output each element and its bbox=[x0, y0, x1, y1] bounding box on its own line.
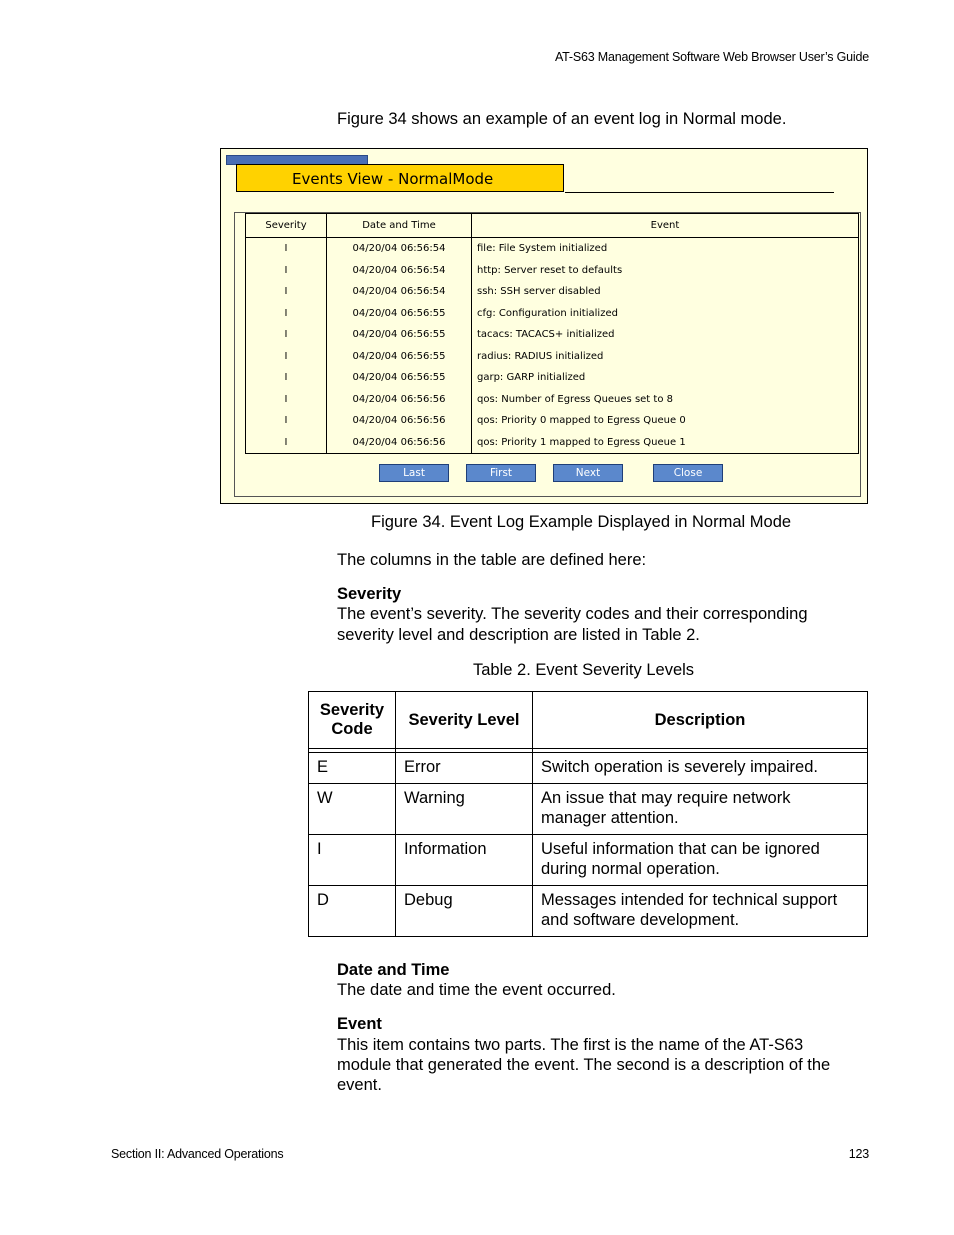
events-table bbox=[245, 213, 859, 454]
severity-description-cell bbox=[533, 835, 868, 886]
col-event: Event bbox=[472, 214, 859, 238]
event-cell-event: ssh: SSH server disabled bbox=[472, 281, 859, 303]
event-text-1: This item contains two parts. The first is the name of the AT-S63 bbox=[337, 1036, 804, 1054]
severity-row bbox=[309, 784, 868, 835]
event-cell-severity: I bbox=[246, 367, 327, 389]
event-cell-severity: I bbox=[246, 238, 327, 260]
severity-text-2: severity level and description are listed in Table 2. bbox=[337, 626, 700, 644]
event-row bbox=[246, 281, 859, 303]
last-button[interactable]: Last bbox=[379, 464, 449, 482]
event-cell-severity: I bbox=[246, 281, 327, 303]
footer-section: Section II: Advanced Operations bbox=[111, 1147, 284, 1161]
event-cell-datetime: 04/20/04 06:56:55 bbox=[327, 324, 472, 346]
event-cell-datetime: 04/20/04 06:56:55 bbox=[327, 303, 472, 325]
event-cell-event: qos: Number of Egress Queues set to 8 bbox=[472, 389, 859, 411]
page-number: 123 bbox=[848, 1147, 869, 1161]
th-description: Description bbox=[533, 692, 868, 749]
running-header: AT-S63 Management Software Web Browser User’s Guide bbox=[554, 50, 869, 64]
event-cell-event: radius: RADIUS initialized bbox=[472, 346, 859, 368]
event-cell-event: tacacs: TACACS+ initialized bbox=[472, 324, 859, 346]
next-button[interactable]: Next bbox=[553, 464, 623, 482]
event-cell-datetime: 04/20/04 06:56:54 bbox=[327, 281, 472, 303]
event-cell-datetime: 04/20/04 06:56:56 bbox=[327, 389, 472, 411]
event-cell-severity: I bbox=[246, 346, 327, 368]
severity-row bbox=[309, 886, 868, 937]
event-cell-event: qos: Priority 0 mapped to Egress Queue 0 bbox=[472, 410, 859, 432]
th-code-line1: Severity bbox=[319, 701, 385, 719]
event-row bbox=[246, 367, 859, 389]
severity-row bbox=[309, 753, 868, 784]
th-severity-code bbox=[309, 692, 396, 749]
event-cell-datetime: 04/20/04 06:56:54 bbox=[327, 260, 472, 282]
description-line: manager attention. bbox=[541, 809, 679, 827]
severity-level-cell: Error bbox=[396, 753, 533, 784]
severity-description-cell bbox=[533, 886, 868, 937]
severity-text-1: The event’s severity. The severity codes and their corresponding bbox=[337, 605, 808, 623]
event-cell-severity: I bbox=[246, 432, 327, 454]
event-cell-severity: I bbox=[246, 260, 327, 282]
severity-code-cell: D bbox=[309, 886, 396, 937]
severity-description-cell bbox=[533, 753, 868, 784]
figure-caption: Figure 34. Event Log Example Displayed in Normal Mode bbox=[371, 513, 792, 531]
events-view-title: Events View - NormalMode bbox=[236, 164, 564, 192]
event-cell-event: garp: GARP initialized bbox=[472, 367, 859, 389]
severity-description-cell bbox=[533, 784, 868, 835]
event-cell-datetime: 04/20/04 06:56:55 bbox=[327, 367, 472, 389]
description-line: Switch operation is severely impaired. bbox=[541, 758, 818, 776]
event-row bbox=[246, 260, 859, 282]
columns-intro: The columns in the table are defined here: bbox=[337, 551, 647, 569]
date-time-heading: Date and Time bbox=[337, 961, 450, 979]
severity-heading: Severity bbox=[337, 585, 402, 603]
event-cell-datetime: 04/20/04 06:56:56 bbox=[327, 432, 472, 454]
description-line: and software development. bbox=[541, 911, 740, 929]
severity-row bbox=[309, 835, 868, 886]
date-time-text: The date and time the event occurred. bbox=[337, 981, 616, 999]
severity-code-cell: W bbox=[309, 784, 396, 835]
description-line: Useful information that can be ignored bbox=[541, 840, 820, 858]
event-log-figure bbox=[220, 148, 868, 504]
event-cell-event: file: File System initialized bbox=[472, 238, 859, 260]
event-cell-datetime: 04/20/04 06:56:54 bbox=[327, 238, 472, 260]
event-row bbox=[246, 410, 859, 432]
severity-level-cell: Warning bbox=[396, 784, 533, 835]
event-cell-datetime: 04/20/04 06:56:55 bbox=[327, 346, 472, 368]
event-cell-severity: I bbox=[246, 389, 327, 411]
severity-code-cell: E bbox=[309, 753, 396, 784]
close-button[interactable]: Close bbox=[653, 464, 723, 482]
event-heading: Event bbox=[337, 1015, 382, 1033]
col-severity: Severity bbox=[246, 214, 327, 238]
event-cell-event: http: Server reset to defaults bbox=[472, 260, 859, 282]
description-line: An issue that may require network bbox=[541, 789, 791, 807]
event-cell-severity: I bbox=[246, 303, 327, 325]
severity-code-cell: I bbox=[309, 835, 396, 886]
severity-level-cell: Debug bbox=[396, 886, 533, 937]
event-cell-severity: I bbox=[246, 410, 327, 432]
first-button[interactable]: First bbox=[466, 464, 536, 482]
event-cell-severity: I bbox=[246, 324, 327, 346]
col-date-time: Date and Time bbox=[327, 214, 472, 238]
event-row bbox=[246, 324, 859, 346]
event-row bbox=[246, 389, 859, 411]
severity-level-cell: Information bbox=[396, 835, 533, 886]
event-row bbox=[246, 346, 859, 368]
event-text-3: event. bbox=[337, 1076, 382, 1094]
event-cell-event: qos: Priority 1 mapped to Egress Queue 1 bbox=[472, 432, 859, 454]
event-row bbox=[246, 303, 859, 325]
event-cell-datetime: 04/20/04 06:56:56 bbox=[327, 410, 472, 432]
th-severity-level: Severity Level bbox=[396, 692, 533, 749]
description-line: during normal operation. bbox=[541, 860, 720, 878]
intro-text: Figure 34 shows an example of an event log in Normal mode. bbox=[337, 110, 787, 128]
description-line: Messages intended for technical support bbox=[541, 891, 838, 909]
event-cell-event: cfg: Configuration initialized bbox=[472, 303, 859, 325]
th-code-line2: Code bbox=[331, 720, 373, 738]
event-text-2: module that generated the event. The second is a description of the bbox=[337, 1056, 831, 1074]
table-caption: Table 2. Event Severity Levels bbox=[473, 661, 695, 679]
title-rule bbox=[565, 192, 834, 193]
event-row bbox=[246, 432, 859, 454]
severity-table bbox=[308, 691, 868, 937]
event-row bbox=[246, 238, 859, 260]
